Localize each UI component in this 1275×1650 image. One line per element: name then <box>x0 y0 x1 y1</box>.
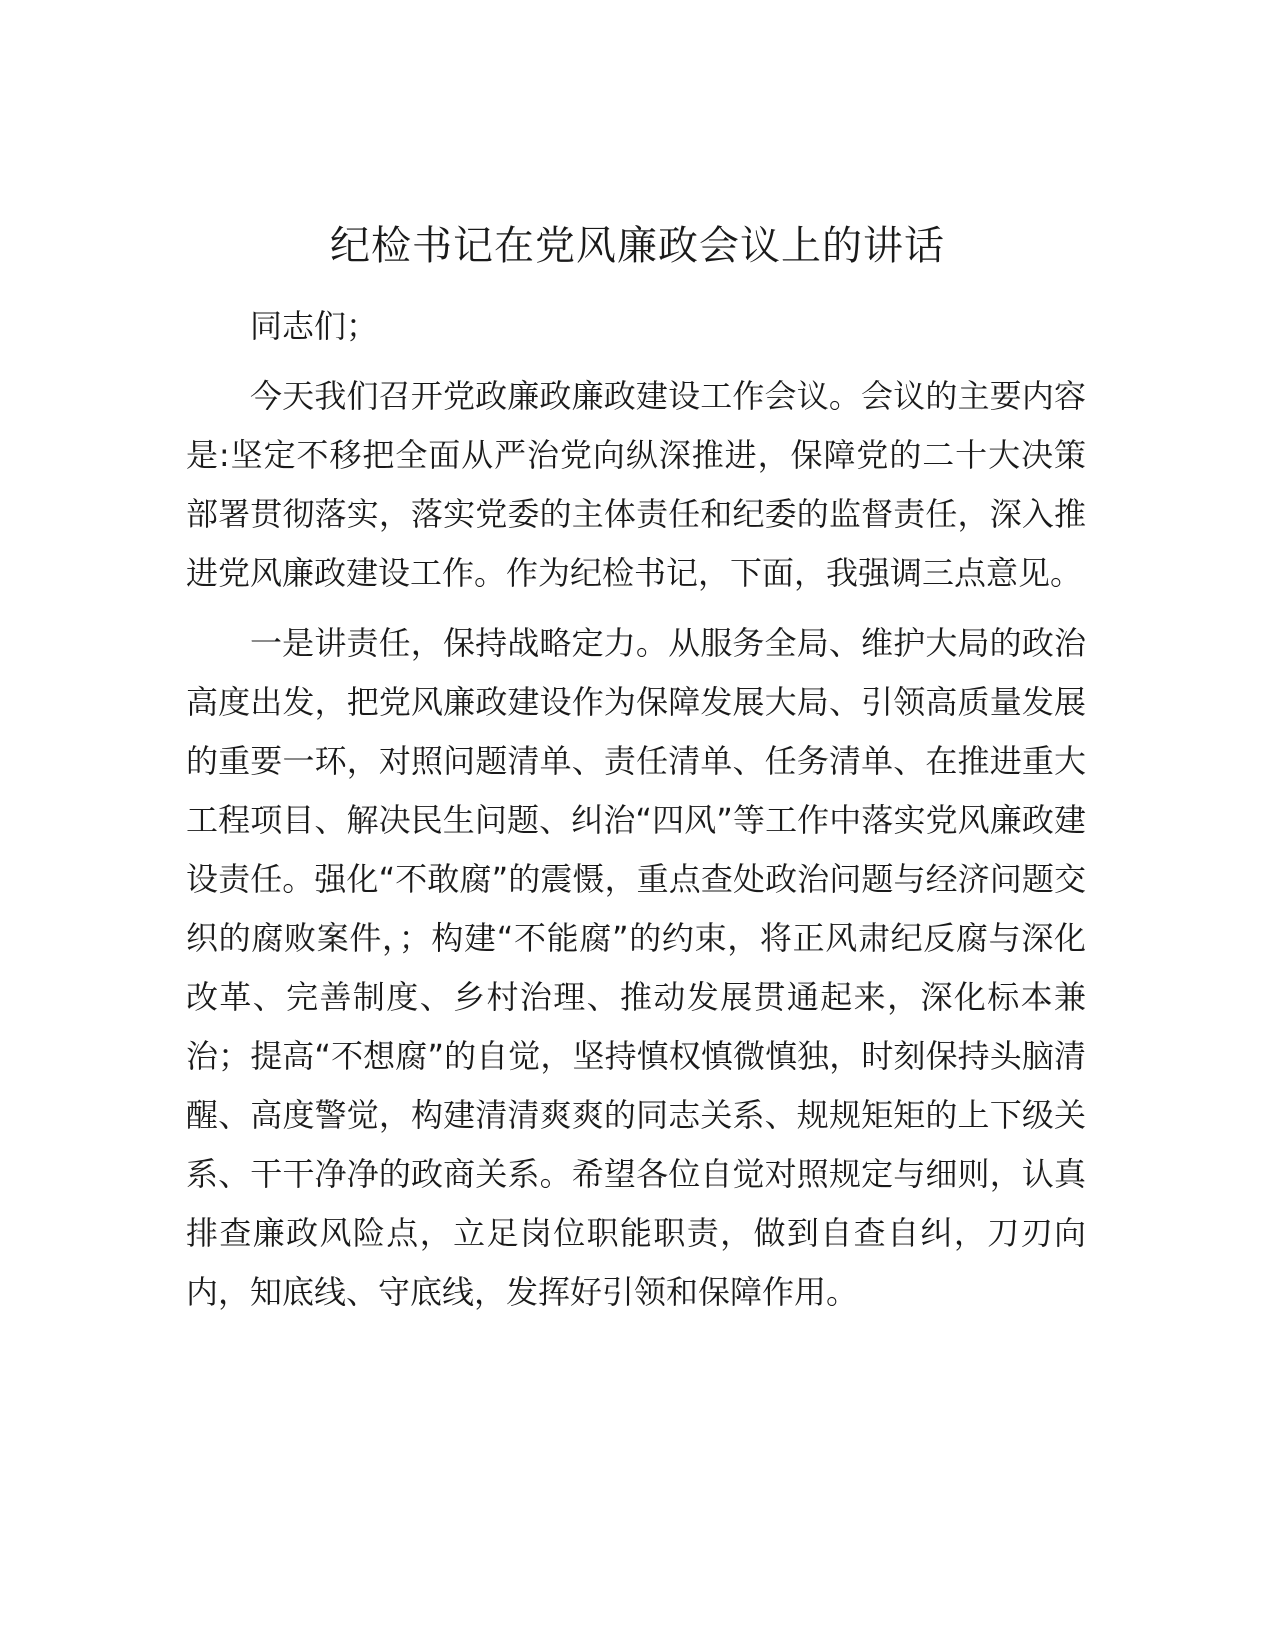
salutation: 同志们； <box>250 307 379 345</box>
paragraph-point-one: 一是讲责任，保持战略定力。从服务全局、维护大局的政治高度出发，把党风廉政建设作为保障发展大局、引领高质量发展的重要一环，对照问题清单、责任清单、任务清单、在推进重大工程项目、解决民生问题、纠治“四风”等工作中落实党风廉政建设责任。强化“不敢腐”的震慑，重点查处政治问题与经济问题交织的腐败案件，；构建“不能腐”的约束，将正风肃纪反腐与深化改革、完善制度、乡村治理、推动发展贯通起来，深化标本兼治；提高“不想腐”的自觉，坚持慎权慎微慎独，时刻保持头脑清醒、高度警觉，构建清清爽爽的同志关系、规规矩矩的上下级关系、干干净净的政商关系。希望各位自觉对照规定与细则，认真排查廉政风险点，立足岗位职能职责，做到自查自纠，刀刃向内，知底线、守底线，发挥好引领和保障作用。 <box>186 624 1086 1311</box>
document-title: 纪检书记在党风廉政会议上的讲话 <box>330 223 945 269</box>
paragraph-intro: 今天我们召开党政廉政廉政建设工作会议。会议的主要内容是:坚定不移把全面从严治党向纵深推进，保障党的二十大决策部署贯彻落实，落实党委的主体责任和纪委的监督责任，深入推进党风廉政建设工作。作为纪检书记，下面，我强调三点意见。 <box>186 377 1086 592</box>
document-body <box>186 297 1086 1333</box>
